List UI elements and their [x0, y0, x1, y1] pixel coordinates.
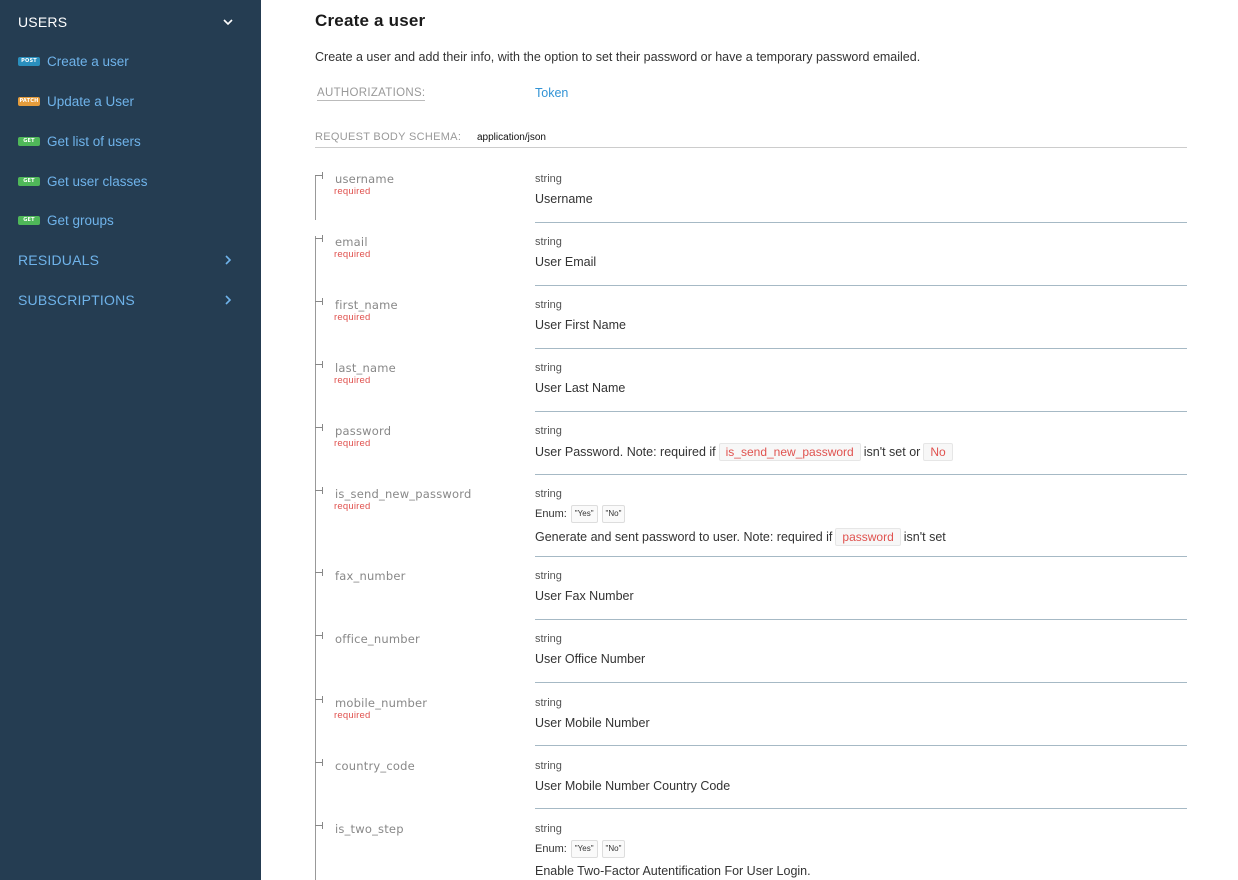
sidebar-item-create-a-user[interactable]	[18, 51, 129, 71]
field-details	[535, 696, 1187, 731]
inline-code: password	[835, 528, 900, 546]
inline-code: is_send_new_password	[719, 443, 861, 461]
divider	[535, 474, 1187, 475]
field-type: string	[535, 362, 562, 374]
field-details	[535, 172, 1187, 207]
enum-label: Enum:	[535, 508, 567, 520]
required-label: required	[334, 375, 371, 386]
field-type: string	[535, 760, 562, 772]
tree-branch	[315, 825, 323, 826]
tree-branch	[315, 490, 323, 491]
field-type: string	[535, 823, 562, 835]
enum-value: "Yes"	[571, 840, 598, 858]
field-type: string	[535, 299, 562, 311]
divider	[535, 745, 1187, 746]
field-details	[535, 822, 1187, 879]
method-badge: GET	[18, 137, 40, 146]
field-description: User Office Number	[535, 652, 646, 666]
inline-code: No	[923, 443, 952, 461]
divider	[535, 348, 1187, 349]
divider	[535, 556, 1187, 557]
divider	[535, 411, 1187, 412]
tree-branch	[315, 364, 323, 365]
field-details	[535, 569, 1187, 604]
field-description: User Mobile Number Country Code	[535, 779, 731, 793]
page-title: Create a user	[315, 11, 426, 30]
method-badge: GET	[18, 216, 40, 225]
field-type: string	[535, 425, 562, 437]
field-type: string	[535, 488, 562, 500]
sidebar-group-residuals[interactable]	[18, 250, 233, 270]
field-name: mobile_number	[335, 696, 428, 710]
tree-branch	[315, 762, 323, 763]
sidebar-group-label: RESIDUALS	[18, 252, 100, 268]
field-name: username	[335, 172, 395, 186]
sidebar-item-get-groups[interactable]	[18, 210, 114, 230]
field-description	[535, 528, 1187, 546]
sidebar-item-label: Get groups	[47, 212, 114, 228]
field-description: Username	[535, 192, 593, 206]
divider	[535, 285, 1187, 286]
field-name: last_name	[335, 361, 396, 375]
tree-branch	[315, 635, 323, 636]
sidebar-item-label: Get user classes	[47, 173, 148, 189]
field-description: User Fax Number	[535, 589, 634, 603]
sidebar-item-label: Update a User	[47, 93, 135, 109]
field-enum	[535, 840, 1187, 858]
sidebar-group-label: USERS	[18, 14, 68, 30]
tree-branch	[315, 699, 323, 700]
authorization-token-link[interactable]: Token	[535, 86, 569, 100]
field-type: string	[535, 173, 562, 185]
request-body-schema	[315, 130, 1187, 148]
authorizations-label: AUTHORIZATIONS:	[317, 87, 426, 99]
field-enum	[535, 505, 1187, 523]
chevron-right-icon	[223, 295, 233, 305]
required-label: required	[334, 249, 371, 260]
sidebar	[0, 0, 261, 880]
required-label: required	[334, 501, 371, 512]
field-description: Enable Two-Factor Autentification For User Login.	[535, 864, 811, 878]
sidebar-item-get-user-classes[interactable]	[18, 171, 148, 191]
tree-line	[315, 176, 316, 220]
tree-branch	[315, 301, 323, 302]
field-details	[535, 361, 1187, 396]
field-details	[535, 487, 1187, 546]
required-label: required	[334, 438, 371, 449]
tree-branch	[315, 238, 323, 239]
field-details	[535, 298, 1187, 333]
field-type: string	[535, 570, 562, 582]
sidebar-item-get-list-of-users[interactable]	[18, 131, 141, 151]
main-content	[315, 0, 1187, 880]
description-text: isn't set or	[863, 445, 921, 459]
field-name: country_code	[335, 759, 415, 773]
divider	[535, 619, 1187, 620]
field-description: User First Name	[535, 318, 626, 332]
method-badge: PATCH	[19, 98, 39, 104]
divider	[535, 808, 1187, 809]
sidebar-group-subscriptions[interactable]	[18, 290, 233, 310]
content-type: application/json	[477, 132, 546, 143]
tree-branch	[315, 572, 323, 573]
description-text: isn't set	[903, 530, 946, 544]
field-description: User Last Name	[535, 381, 626, 395]
field-details	[535, 235, 1187, 270]
field-description	[535, 443, 1187, 461]
field-type: string	[535, 633, 562, 645]
field-details	[535, 424, 1187, 461]
field-details	[535, 632, 1187, 667]
field-name: first_name	[335, 298, 398, 312]
field-description: User Email	[535, 255, 597, 269]
field-name: office_number	[335, 632, 420, 646]
field-details	[535, 759, 1187, 794]
field-name: email	[335, 235, 368, 249]
enum-value: "Yes"	[571, 505, 598, 523]
field-name: password	[335, 424, 392, 438]
sidebar-group-users[interactable]	[18, 12, 233, 32]
enum-label: Enum:	[535, 843, 567, 855]
field-name: is_send_new_password	[335, 487, 472, 501]
enum-value: "No"	[602, 840, 626, 858]
divider	[535, 222, 1187, 223]
required-label: required	[334, 710, 371, 721]
sidebar-item-label: Create a user	[47, 53, 129, 69]
field-type: string	[535, 697, 562, 709]
tree-branch	[315, 175, 323, 176]
sidebar-item-update-a-user[interactable]	[18, 91, 134, 111]
field-name: is_two_step	[335, 822, 404, 836]
enum-value: "No"	[602, 505, 626, 523]
field-type: string	[535, 236, 562, 248]
required-label: required	[334, 186, 371, 197]
tree-line	[315, 236, 316, 880]
chevron-right-icon	[223, 255, 233, 265]
page-description: Create a user and add their info, with the option to set their password or have a temporary password emailed.	[315, 50, 921, 64]
tree-branch	[315, 427, 323, 428]
description-text: Generate and sent password to user. Note: required if	[535, 530, 833, 544]
required-label: required	[334, 312, 371, 323]
field-description: User Mobile Number	[535, 716, 650, 730]
field-name: fax_number	[335, 569, 406, 583]
chevron-down-icon	[223, 17, 233, 27]
divider	[535, 682, 1187, 683]
description-text: User Password. Note: required if	[535, 445, 716, 459]
method-badge: POST	[18, 57, 40, 66]
sidebar-group-label: SUBSCRIPTIONS	[18, 292, 135, 308]
request-body-schema-label: REQUEST BODY SCHEMA:	[315, 131, 462, 143]
method-badge: GET	[18, 177, 40, 186]
sidebar-item-label: Get list of users	[47, 133, 141, 149]
